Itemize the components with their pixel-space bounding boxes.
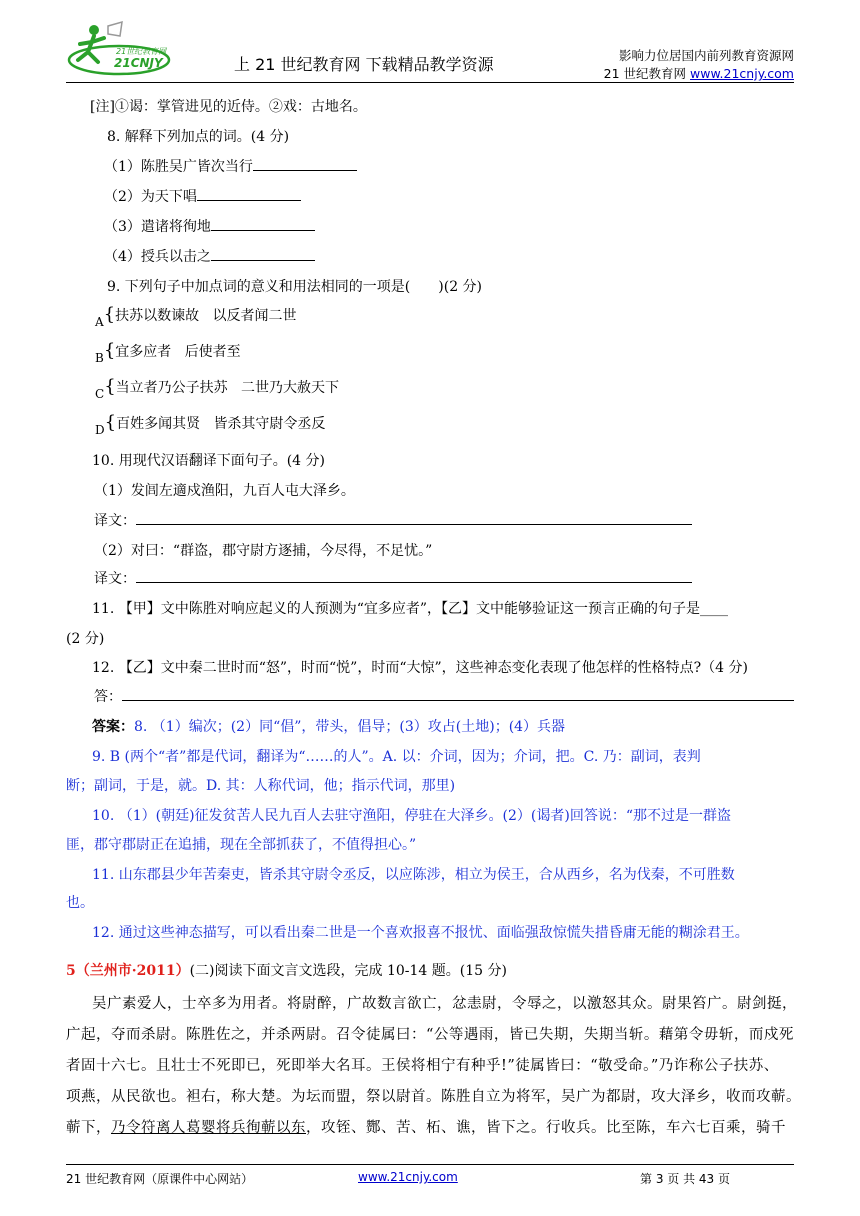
q9-option[interactable] bbox=[95, 412, 326, 437]
q9-option[interactable] bbox=[95, 376, 339, 401]
option-text-a: 当立者乃公子扶苏 bbox=[115, 380, 228, 396]
answer-12: 12. 通过这些神态描写，可以看出秦二世是一个喜欢报喜不报忧、面临强敌惊慌失措昏庸无能的糊涂君王。 bbox=[92, 925, 749, 941]
answer-blank[interactable] bbox=[211, 216, 315, 231]
section-source: 5（兰州市·2011） bbox=[66, 963, 190, 979]
answer-line[interactable] bbox=[136, 568, 692, 583]
footer-left: 21 世纪教育网（原课件中心网站） bbox=[66, 1172, 254, 1186]
option-text-b: 皆杀其守尉令丞反 bbox=[213, 416, 326, 432]
answer-11-line-2: 也。 bbox=[66, 895, 94, 911]
item-text: 陈胜吴广皆次当行 bbox=[140, 159, 253, 175]
answer-9-line-1: 9. B (两个“者”都是代词，翻译为“……的人”。A. 以：介词，因为；介词，把。C. 乃：副词，表判 bbox=[92, 749, 701, 765]
option-text-a: 扶苏以数谏故 bbox=[115, 308, 200, 324]
item-number: （3） bbox=[104, 219, 141, 235]
q11-line-1: 11. 【甲】文中陈胜对响应起义的人预测为“宜多应者”，【乙】文中能够验证这一预言正确的句子是____ bbox=[92, 601, 729, 617]
brace-icon: { bbox=[103, 340, 116, 361]
answer-text: 8. （1）编次；(2）同“倡”，带头，倡导；(3）攻占(土地)；(4）兵器 bbox=[134, 719, 566, 735]
answer-10-line-2: 匪，郡守郡尉正在追捕，现在全部抓获了，不值得担心。” bbox=[66, 837, 417, 853]
translation-label: 译文： bbox=[94, 571, 136, 587]
answer-blank[interactable] bbox=[197, 186, 301, 201]
section-title: (二)阅读下面文言文选段，完成 10-14 题。(15 分) bbox=[189, 963, 507, 979]
brace-icon: { bbox=[104, 376, 116, 397]
option-text-a: 宜多应者 bbox=[115, 344, 172, 360]
passage-line: 吴广素爱人，士卒多为用者。将尉醉，广故数言欲亡，忿恚尉，令辱之，以激怒其众。尉果笞广。尉剑挺， bbox=[92, 996, 797, 1012]
logo-text-bottom: 21CNJY bbox=[114, 56, 163, 70]
brace-icon: { bbox=[104, 412, 117, 433]
option-text-b: 以反者闻二世 bbox=[212, 308, 297, 324]
option-letter: C bbox=[95, 387, 105, 401]
q10-translation-2 bbox=[94, 568, 692, 588]
header-slogan: 影响力位居国内前列教育资源网 bbox=[618, 48, 794, 63]
item-text: 为天下唱 bbox=[140, 189, 197, 205]
q9-option[interactable] bbox=[95, 304, 297, 329]
translation-label: 译文： bbox=[94, 513, 136, 529]
q10-sentence-1: （1）发闾左適戍渔阳，九百人屯大泽乡。 bbox=[94, 483, 355, 499]
header-title: 上 21 世纪教育网 下载精品教学资源 bbox=[234, 55, 494, 74]
q10-translation-1 bbox=[94, 510, 692, 530]
q8-item bbox=[104, 216, 315, 236]
q10-stem: 10. 用现代汉语翻译下面句子。(4 分) bbox=[92, 453, 325, 469]
underlined-sentence: 乃令符离人葛婴将兵徇蕲以东 bbox=[111, 1120, 306, 1136]
answer-label: 答： bbox=[94, 689, 122, 705]
q8-item bbox=[104, 186, 301, 206]
answer-blank[interactable] bbox=[253, 156, 357, 171]
site-logo[interactable] bbox=[64, 20, 204, 78]
option-letter: D bbox=[95, 423, 105, 437]
answers-label: 答案： bbox=[92, 719, 134, 735]
item-number: （2） bbox=[104, 189, 141, 205]
answer-blank[interactable] bbox=[211, 246, 315, 261]
option-letter: B bbox=[95, 351, 104, 365]
notes: [注]①谒：掌管进见的近侍。②戏：古地名。 bbox=[90, 99, 367, 115]
q8-item bbox=[104, 156, 357, 176]
q8-item bbox=[104, 246, 315, 266]
header-divider bbox=[66, 82, 794, 83]
header-site bbox=[604, 64, 794, 82]
option-text-b: 后使者至 bbox=[184, 344, 241, 360]
item-text: 授兵以击之 bbox=[140, 249, 211, 265]
passage-line: 者固十六七。且壮士不死即已，死即举大名耳。王侯将相宁有种乎!”徒属皆曰：“敬受命。”乃诈称公子扶苏、 bbox=[66, 1058, 779, 1074]
answer-8 bbox=[92, 716, 565, 736]
answer-line[interactable] bbox=[136, 510, 692, 525]
q11-line-2: (2 分) bbox=[66, 631, 105, 647]
q9-stem: 9. 下列句子中加点词的意义和用法相同的一项是( )(2 分) bbox=[107, 279, 483, 295]
q10-sentence-2: （2）对曰：“群盗，郡守尉方逐捕，今尽得，不足忧。” bbox=[94, 543, 433, 559]
passage-line bbox=[66, 1116, 786, 1137]
answer-9-line-2: 断；副词，于是，就。D. 其：人称代词，他；指示代词，那里) bbox=[66, 778, 456, 794]
item-number: （4） bbox=[104, 249, 141, 265]
header-site-link[interactable]: www.21cnjy.com bbox=[690, 66, 794, 81]
q8-stem: 8. 解释下列加点的词。(4 分) bbox=[107, 129, 290, 145]
q12-stem: 12. 【乙】文中秦二世时而“怒”，时而“悦”，时而“大惊”，这些神态变化表现了他怎样的性格特点?（4 分) bbox=[92, 660, 748, 676]
passage-line: 广起，夺而杀尉。陈胜佐之，并杀两尉。召令徒属曰：“公等遇雨，皆已失期，失期当斩。藉第令毋斩，而戍死 bbox=[66, 1027, 794, 1043]
footer-link[interactable]: www.21cnjy.com bbox=[358, 1170, 458, 1184]
section-heading bbox=[66, 960, 507, 980]
option-text-a: 百姓多闻其贤 bbox=[116, 416, 201, 432]
page-number: 第 3 页 共 43 页 bbox=[640, 1172, 730, 1186]
option-text-b: 二世乃大赦天下 bbox=[241, 380, 339, 396]
option-letter: A bbox=[95, 315, 104, 329]
header-site-prefix: 21 世纪教育网 bbox=[603, 66, 691, 81]
logo-text-top: 21世纪教育网 bbox=[116, 47, 167, 56]
passage-text: 蕲下， bbox=[66, 1120, 111, 1136]
q9-option[interactable] bbox=[95, 340, 241, 365]
footer-divider bbox=[66, 1164, 794, 1165]
brace-icon: { bbox=[103, 304, 116, 325]
answer-11-line-1: 11. 山东郡县少年苦秦吏，皆杀其守尉令丞反，以应陈涉，相立为侯王，合从西乡，名为伐秦，不可胜数 bbox=[92, 867, 735, 883]
passage-line: 项燕，从民欲也。袒右，称大楚。为坛而盟，祭以尉首。陈胜自立为将军，吴广为都尉，攻大泽乡，收而攻蕲。 bbox=[66, 1089, 801, 1105]
passage-text: ，攻铚、酂、苦、柘、谯，皆下之。行收兵。比至陈，车六七百乘，骑千 bbox=[306, 1120, 786, 1136]
answer-line[interactable] bbox=[122, 686, 794, 701]
item-number: （1） bbox=[104, 159, 141, 175]
q12-answer bbox=[94, 686, 794, 706]
answer-10-line-1: 10. （1）(朝廷)征发贫苦人民九百人去驻守渔阳，停驻在大泽乡。(2）(谒者)回答说：“那不过是一群盗 bbox=[92, 808, 731, 824]
item-text: 遣诸将徇地 bbox=[140, 219, 211, 235]
